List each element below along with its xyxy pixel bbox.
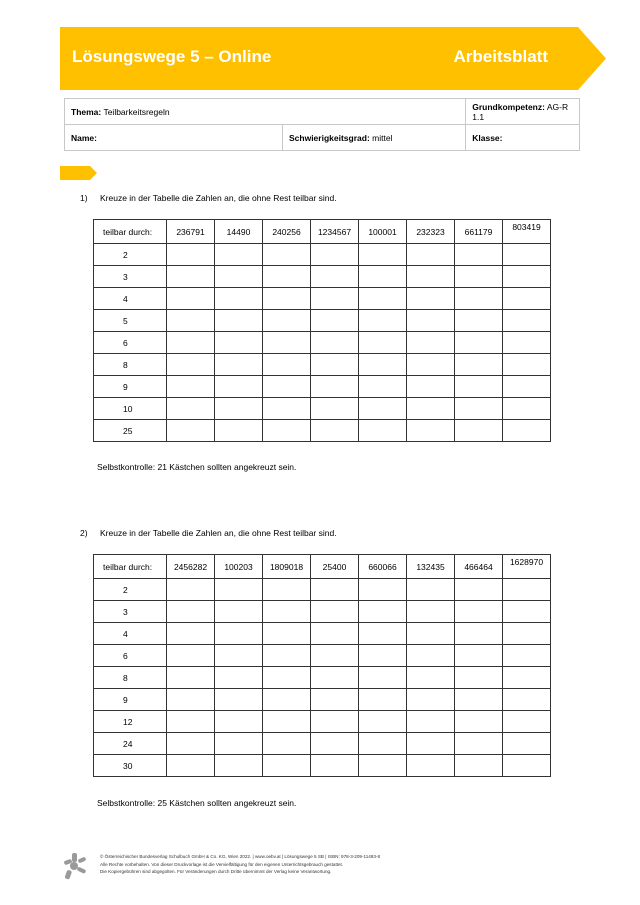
checkbox-cell[interactable] [263, 398, 311, 420]
table-row [94, 420, 551, 442]
table-row [94, 601, 551, 623]
section-marker-icon [60, 166, 98, 180]
schwierigkeit-label: Schwierigkeitsgrad: [289, 132, 370, 143]
table-row [94, 288, 551, 310]
divisor-cell: 6 [94, 332, 167, 354]
column-header-cell: 100001 [359, 220, 407, 244]
table-row [94, 332, 551, 354]
checkbox-cell[interactable] [167, 376, 215, 398]
kompetenz-label: Grundkompetenz: [472, 101, 545, 112]
checkbox-cell[interactable] [407, 288, 455, 310]
checkbox-cell[interactable] [407, 420, 455, 442]
thema-label: Thema: [71, 106, 102, 117]
checkbox-cell[interactable] [503, 398, 551, 420]
info-table [64, 98, 580, 151]
checkbox-cell[interactable] [359, 354, 407, 376]
checkbox-cell[interactable] [311, 310, 359, 332]
checkbox-cell[interactable] [311, 332, 359, 354]
checkbox-cell[interactable] [167, 755, 215, 777]
checkbox-cell[interactable] [215, 623, 263, 645]
checkbox-cell[interactable] [503, 244, 551, 266]
checkbox-cell[interactable] [407, 266, 455, 288]
checkbox-cell[interactable] [311, 266, 359, 288]
header-banner [60, 27, 606, 90]
divisor-cell: 8 [94, 354, 167, 376]
checkbox-cell[interactable] [263, 310, 311, 332]
table-row [94, 689, 551, 711]
checkbox-cell[interactable] [311, 755, 359, 777]
checkbox-cell[interactable] [311, 376, 359, 398]
checkbox-cell[interactable] [311, 601, 359, 623]
checkbox-cell[interactable] [215, 354, 263, 376]
klasse-label: Klasse: [472, 132, 503, 143]
column-header-cell: 100203 [215, 555, 263, 579]
checkbox-cell[interactable] [503, 623, 551, 645]
checkbox-cell[interactable] [263, 288, 311, 310]
checkbox-cell[interactable] [215, 645, 263, 667]
checkbox-cell[interactable] [455, 601, 503, 623]
checkbox-cell[interactable] [455, 376, 503, 398]
checkbox-cell[interactable] [263, 420, 311, 442]
checkbox-cell[interactable] [263, 755, 311, 777]
checkbox-cell[interactable] [455, 755, 503, 777]
table-row [94, 755, 551, 777]
page-title: Lösungswege 5 – Online [72, 47, 272, 66]
table-row [94, 376, 551, 398]
checkbox-cell[interactable] [455, 244, 503, 266]
column-header-cell: 1809018 [263, 555, 311, 579]
divisor-cell: 5 [94, 310, 167, 332]
table-row [94, 711, 551, 733]
column-header-cell: 14490 [215, 220, 263, 244]
checkbox-cell[interactable] [215, 420, 263, 442]
column-header-cell: 2456282 [167, 555, 215, 579]
checkbox-cell[interactable] [359, 310, 407, 332]
task2-table [93, 554, 551, 777]
checkbox-cell[interactable] [455, 398, 503, 420]
column-header-cell: 466464 [455, 555, 503, 579]
column-header-cell: 803419 [503, 220, 551, 244]
divisor-cell: 24 [94, 733, 167, 755]
checkbox-cell[interactable] [359, 244, 407, 266]
column-header-cell: 132435 [407, 555, 455, 579]
checkbox-cell[interactable] [359, 733, 407, 755]
task2-number: 2) [80, 528, 88, 538]
table-header-row [94, 555, 551, 579]
checkbox-cell[interactable] [167, 689, 215, 711]
footer-line-1: © Österreichischer Bundesverlag Schulbuch GmbH & Co. KG, Wien 2022. | www.oebv.at | Lösungswege 5 SB | ISBN: 978-3-209-11493-8 [100, 854, 381, 859]
checkbox-cell[interactable] [455, 733, 503, 755]
table-row [94, 398, 551, 420]
divisor-cell: 9 [94, 376, 167, 398]
divisor-cell: 9 [94, 689, 167, 711]
checkbox-cell[interactable] [503, 310, 551, 332]
divisor-cell: 3 [94, 601, 167, 623]
task1-table [93, 219, 551, 442]
column-header-cell: 232323 [407, 220, 455, 244]
table-row [94, 623, 551, 645]
checkbox-cell[interactable] [215, 733, 263, 755]
checkbox-cell[interactable] [455, 310, 503, 332]
divisor-cell: 25 [94, 420, 167, 442]
checkbox-cell[interactable] [167, 420, 215, 442]
checkbox-cell[interactable] [455, 667, 503, 689]
checkbox-cell[interactable] [215, 288, 263, 310]
checkbox-cell[interactable] [263, 733, 311, 755]
table-header-row [94, 220, 551, 244]
checkbox-cell[interactable] [503, 645, 551, 667]
checkbox-cell[interactable] [359, 601, 407, 623]
divisor-cell: 10 [94, 398, 167, 420]
checkbox-cell[interactable] [311, 398, 359, 420]
footer [100, 853, 520, 876]
checkbox-cell[interactable] [407, 376, 455, 398]
name-label: Name: [71, 132, 97, 143]
table-row [94, 266, 551, 288]
footer-line-3: Die Kopiergebühren sind abgegolten. Für Veränderungen durch Dritte übernimmt der Verlag keine Verantwortung. [100, 869, 332, 874]
checkbox-cell[interactable] [359, 645, 407, 667]
checkbox-cell[interactable] [503, 579, 551, 601]
column-header-cell: 240256 [263, 220, 311, 244]
checkbox-cell[interactable] [311, 244, 359, 266]
checkbox-cell[interactable] [455, 288, 503, 310]
checkbox-cell[interactable] [503, 689, 551, 711]
checkbox-cell[interactable] [455, 332, 503, 354]
kompetenz-value: AG-R 1.1 [472, 101, 569, 122]
checkbox-cell[interactable] [167, 354, 215, 376]
name-cell[interactable] [65, 125, 283, 151]
table-row [94, 310, 551, 332]
checkbox-cell[interactable] [407, 689, 455, 711]
checkbox-cell[interactable] [215, 376, 263, 398]
checkbox-cell[interactable] [455, 689, 503, 711]
divisor-cell: 12 [94, 711, 167, 733]
checkbox-cell[interactable] [455, 354, 503, 376]
checkbox-cell[interactable] [215, 689, 263, 711]
checkbox-cell[interactable] [407, 755, 455, 777]
checkbox-cell[interactable] [407, 579, 455, 601]
checkbox-cell[interactable] [167, 667, 215, 689]
checkbox-cell[interactable] [263, 354, 311, 376]
checkbox-cell[interactable] [503, 288, 551, 310]
task1-check: Selbstkontrolle: 21 Kästchen sollten angekreuzt sein. [97, 462, 297, 472]
checkbox-cell[interactable] [167, 398, 215, 420]
checkbox-cell[interactable] [407, 310, 455, 332]
table-row [94, 244, 551, 266]
divisor-cell: 3 [94, 266, 167, 288]
checkbox-cell[interactable] [407, 711, 455, 733]
checkbox-cell[interactable] [311, 420, 359, 442]
checkbox-cell[interactable] [167, 332, 215, 354]
checkbox-cell[interactable] [455, 645, 503, 667]
checkbox-cell[interactable] [455, 420, 503, 442]
checkbox-cell[interactable] [263, 244, 311, 266]
column-header-cell: 25400 [311, 555, 359, 579]
checkbox-cell[interactable] [359, 332, 407, 354]
checkbox-cell[interactable] [263, 711, 311, 733]
checkbox-cell[interactable] [503, 376, 551, 398]
checkbox-cell[interactable] [215, 711, 263, 733]
checkbox-cell[interactable] [167, 623, 215, 645]
checkbox-cell[interactable] [311, 645, 359, 667]
thema-cell [65, 99, 466, 125]
column-header-cell: 236791 [167, 220, 215, 244]
checkbox-cell[interactable] [359, 667, 407, 689]
checkbox-cell[interactable] [263, 376, 311, 398]
checkbox-cell[interactable] [263, 332, 311, 354]
header-label-cell: teilbar durch: [94, 220, 167, 244]
checkbox-cell[interactable] [311, 711, 359, 733]
divisor-cell: 4 [94, 623, 167, 645]
checkbox-cell[interactable] [311, 733, 359, 755]
checkbox-cell[interactable] [215, 332, 263, 354]
checkbox-cell[interactable] [167, 310, 215, 332]
checkbox-cell[interactable] [503, 332, 551, 354]
thema-value: Teilbarkeitsregeln [103, 106, 170, 117]
checkbox-cell[interactable] [311, 579, 359, 601]
sheet-type-label: Arbeitsblatt [453, 47, 548, 66]
checkbox-cell[interactable] [503, 420, 551, 442]
checkbox-cell[interactable] [407, 244, 455, 266]
checkbox-cell[interactable] [263, 667, 311, 689]
checkbox-cell[interactable] [359, 398, 407, 420]
checkbox-cell[interactable] [167, 579, 215, 601]
checkbox-cell[interactable] [359, 579, 407, 601]
checkbox-cell[interactable] [263, 645, 311, 667]
column-header-cell: 1628970 [503, 555, 551, 579]
checkbox-cell[interactable] [359, 755, 407, 777]
header-label-cell: teilbar durch: [94, 555, 167, 579]
checkbox-cell[interactable] [215, 755, 263, 777]
checkbox-cell[interactable] [407, 667, 455, 689]
checkbox-cell[interactable] [215, 667, 263, 689]
column-header-cell: 1234567 [311, 220, 359, 244]
checkbox-cell[interactable] [407, 354, 455, 376]
checkbox-cell[interactable] [215, 310, 263, 332]
checkbox-cell[interactable] [311, 667, 359, 689]
checkbox-cell[interactable] [263, 579, 311, 601]
checkbox-cell[interactable] [407, 623, 455, 645]
checkbox-cell[interactable] [215, 601, 263, 623]
checkbox-cell[interactable] [503, 711, 551, 733]
checkbox-cell[interactable] [167, 601, 215, 623]
divisor-cell: 2 [94, 244, 167, 266]
divisor-cell: 30 [94, 755, 167, 777]
checkbox-cell[interactable] [311, 689, 359, 711]
kompetenz-cell [466, 99, 580, 125]
table-row [94, 733, 551, 755]
checkbox-cell[interactable] [359, 420, 407, 442]
divisor-cell: 4 [94, 288, 167, 310]
checkbox-cell[interactable] [311, 623, 359, 645]
task2-instruction [80, 528, 337, 538]
checkbox-cell[interactable] [167, 266, 215, 288]
checkbox-cell[interactable] [167, 244, 215, 266]
checkbox-cell[interactable] [215, 266, 263, 288]
checkbox-cell[interactable] [215, 398, 263, 420]
checkbox-cell[interactable] [503, 266, 551, 288]
checkbox-cell[interactable] [215, 579, 263, 601]
task1-number: 1) [80, 193, 88, 203]
table-row [94, 667, 551, 689]
column-header-cell: 661179 [455, 220, 503, 244]
checkbox-cell[interactable] [359, 689, 407, 711]
footer-line-2: Alle Rechte vorbehalten. Von dieser Druckvorlage ist die Vervielfältigung für den eigenen Unterrichtsgebrauch gestattet. [100, 861, 344, 867]
checkbox-cell[interactable] [503, 601, 551, 623]
divisor-cell: 8 [94, 667, 167, 689]
column-header-cell: 660066 [359, 555, 407, 579]
task1-text: Kreuze in der Tabelle die Zahlen an, die ohne Rest teilbar sind. [100, 193, 337, 203]
checkbox-cell[interactable] [359, 711, 407, 733]
task2-check: Selbstkontrolle: 25 Kästchen sollten angekreuzt sein. [97, 798, 297, 808]
task1-instruction [80, 193, 337, 203]
schwierigkeit-value: mittel [372, 132, 393, 143]
checkbox-cell[interactable] [263, 266, 311, 288]
checkbox-cell[interactable] [359, 266, 407, 288]
publisher-logo-icon [62, 852, 88, 880]
checkbox-cell[interactable] [455, 711, 503, 733]
checkbox-cell[interactable] [503, 733, 551, 755]
checkbox-cell[interactable] [359, 288, 407, 310]
klasse-cell[interactable] [466, 125, 580, 151]
checkbox-cell[interactable] [311, 288, 359, 310]
checkbox-cell[interactable] [407, 733, 455, 755]
checkbox-cell[interactable] [359, 376, 407, 398]
checkbox-cell[interactable] [167, 645, 215, 667]
checkbox-cell[interactable] [455, 266, 503, 288]
checkbox-cell[interactable] [407, 645, 455, 667]
checkbox-cell[interactable] [455, 623, 503, 645]
checkbox-cell[interactable] [263, 601, 311, 623]
checkbox-cell[interactable] [407, 332, 455, 354]
checkbox-cell[interactable] [167, 733, 215, 755]
schwierigkeit-cell [283, 125, 466, 151]
table-row [94, 354, 551, 376]
checkbox-cell[interactable] [215, 244, 263, 266]
checkbox-cell[interactable] [167, 711, 215, 733]
checkbox-cell[interactable] [359, 623, 407, 645]
checkbox-cell[interactable] [455, 579, 503, 601]
divisor-cell: 2 [94, 579, 167, 601]
checkbox-cell[interactable] [503, 354, 551, 376]
table-row [94, 645, 551, 667]
divisor-cell: 6 [94, 645, 167, 667]
task2-text: Kreuze in der Tabelle die Zahlen an, die ohne Rest teilbar sind. [100, 528, 337, 538]
checkbox-cell[interactable] [503, 667, 551, 689]
checkbox-cell[interactable] [407, 398, 455, 420]
checkbox-cell[interactable] [503, 755, 551, 777]
checkbox-cell[interactable] [311, 354, 359, 376]
checkbox-cell[interactable] [167, 288, 215, 310]
checkbox-cell[interactable] [263, 689, 311, 711]
checkbox-cell[interactable] [407, 601, 455, 623]
table-row [94, 579, 551, 601]
checkbox-cell[interactable] [263, 623, 311, 645]
